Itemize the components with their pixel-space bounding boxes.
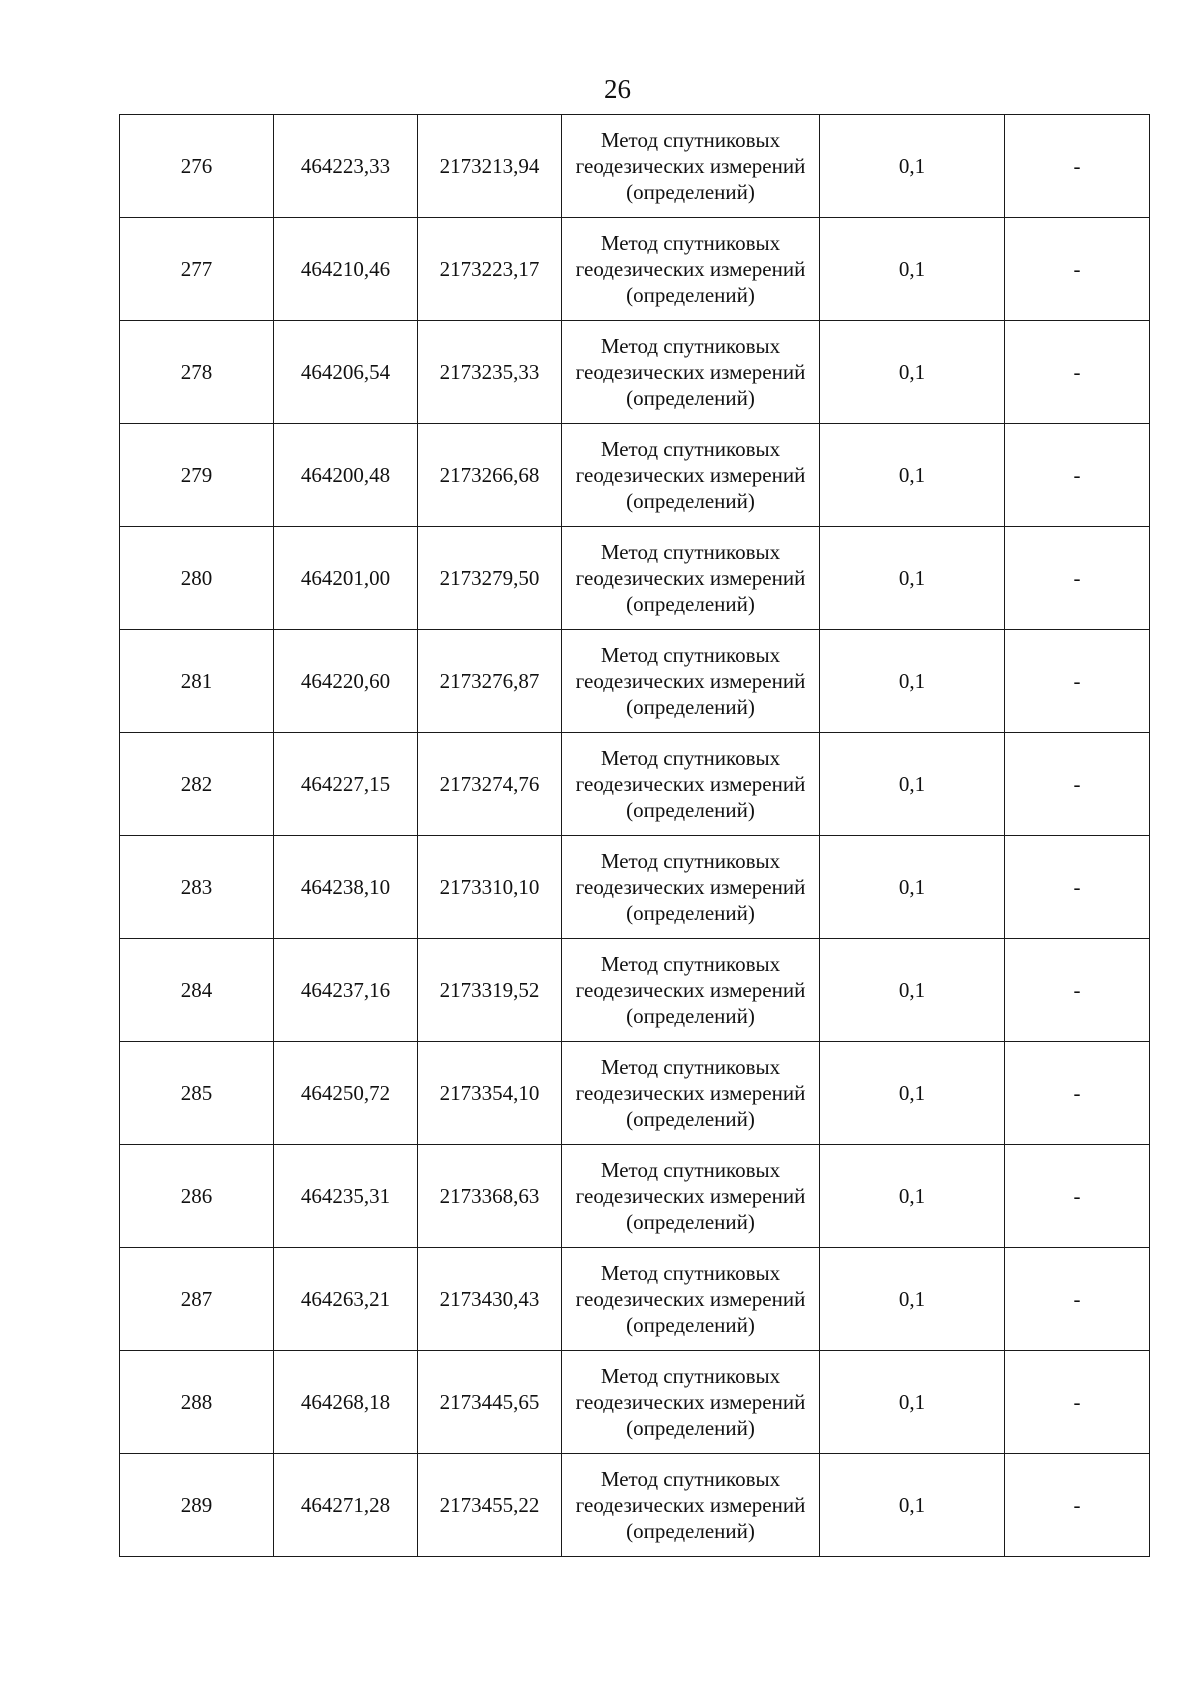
note-cell: -: [1005, 733, 1150, 836]
method-text-line: Метод спутниковых: [600, 540, 781, 564]
method-text-line: Метод спутниковых: [600, 746, 781, 770]
note-cell: -: [1005, 836, 1150, 939]
method-text-line: Метод спутниковых: [600, 231, 781, 255]
coordinates-table-body: [120, 115, 1150, 1557]
note-cell: -: [1005, 527, 1150, 630]
method-text-line: (определений): [626, 901, 755, 925]
point-number-cell: 277: [120, 218, 274, 321]
method-text-line: геодезических измерений: [575, 669, 806, 693]
point-number-cell: 282: [120, 733, 274, 836]
method-text-line: Метод спутниковых: [600, 128, 781, 152]
table-row: [120, 1145, 1150, 1248]
x-coordinate-cell: 464206,54: [274, 321, 418, 424]
method-text-line: Метод спутниковых: [600, 1158, 781, 1182]
method-text-line: геодезических измерений: [575, 1184, 806, 1208]
method-cell: [562, 733, 820, 836]
note-cell: -: [1005, 1248, 1150, 1351]
accuracy-cell: 0,1: [820, 939, 1005, 1042]
table-row: [120, 115, 1150, 218]
note-cell: -: [1005, 630, 1150, 733]
y-coordinate-cell: 2173455,22: [418, 1454, 562, 1557]
table-row: [120, 1042, 1150, 1145]
accuracy-cell: 0,1: [820, 424, 1005, 527]
method-text-line: Метод спутниковых: [600, 334, 781, 358]
y-coordinate-cell: 2173213,94: [418, 115, 562, 218]
note-cell: -: [1005, 424, 1150, 527]
accuracy-cell: 0,1: [820, 1248, 1005, 1351]
y-coordinate-cell: 2173279,50: [418, 527, 562, 630]
table-row: [120, 218, 1150, 321]
accuracy-cell: 0,1: [820, 733, 1005, 836]
accuracy-cell: 0,1: [820, 527, 1005, 630]
method-cell: [562, 1042, 820, 1145]
method-text-line: (определений): [626, 695, 755, 719]
accuracy-cell: 0,1: [820, 115, 1005, 218]
method-text-line: Метод спутниковых: [600, 952, 781, 976]
x-coordinate-cell: 464200,48: [274, 424, 418, 527]
note-cell: -: [1005, 1145, 1150, 1248]
x-coordinate-cell: 464250,72: [274, 1042, 418, 1145]
method-cell: [562, 836, 820, 939]
page-number: 26: [604, 74, 631, 104]
method-text-line: (определений): [626, 1313, 755, 1337]
accuracy-cell: 0,1: [820, 321, 1005, 424]
method-text-line: геодезических измерений: [575, 463, 806, 487]
y-coordinate-cell: 2173319,52: [418, 939, 562, 1042]
point-number-cell: 288: [120, 1351, 274, 1454]
table-row: [120, 733, 1150, 836]
method-text-line: геодезических измерений: [575, 978, 806, 1002]
method-text-line: геодезических измерений: [575, 1081, 806, 1105]
method-text-line: геодезических измерений: [575, 566, 806, 590]
point-number-cell: 279: [120, 424, 274, 527]
method-cell: [562, 1145, 820, 1248]
method-text-line: Метод спутниковых: [600, 643, 781, 667]
point-number-cell: 285: [120, 1042, 274, 1145]
x-coordinate-cell: 464210,46: [274, 218, 418, 321]
method-text-line: Метод спутниковых: [600, 1364, 781, 1388]
method-text-line: геодезических измерений: [575, 360, 806, 384]
point-number-cell: 278: [120, 321, 274, 424]
x-coordinate-cell: 464238,10: [274, 836, 418, 939]
point-number-cell: 284: [120, 939, 274, 1042]
table-row: [120, 424, 1150, 527]
y-coordinate-cell: 2173235,33: [418, 321, 562, 424]
note-cell: -: [1005, 115, 1150, 218]
y-coordinate-cell: 2173430,43: [418, 1248, 562, 1351]
method-text-line: геодезических измерений: [575, 154, 806, 178]
y-coordinate-cell: 2173274,76: [418, 733, 562, 836]
note-cell: -: [1005, 321, 1150, 424]
point-number-cell: 289: [120, 1454, 274, 1557]
x-coordinate-cell: 464220,60: [274, 630, 418, 733]
x-coordinate-cell: 464223,33: [274, 115, 418, 218]
x-coordinate-cell: 464237,16: [274, 939, 418, 1042]
method-text-line: геодезических измерений: [575, 1493, 806, 1517]
accuracy-cell: 0,1: [820, 1145, 1005, 1248]
table-row: [120, 1248, 1150, 1351]
method-text-line: (определений): [626, 180, 755, 204]
method-text-line: (определений): [626, 1519, 755, 1543]
method-text-line: (определений): [626, 798, 755, 822]
method-cell: [562, 1454, 820, 1557]
accuracy-cell: 0,1: [820, 1454, 1005, 1557]
method-cell: [562, 1351, 820, 1454]
method-text-line: Метод спутниковых: [600, 1261, 781, 1285]
method-cell: [562, 321, 820, 424]
accuracy-cell: 0,1: [820, 1351, 1005, 1454]
y-coordinate-cell: 2173223,17: [418, 218, 562, 321]
method-text-line: Метод спутниковых: [600, 437, 781, 461]
method-cell: [562, 527, 820, 630]
note-cell: -: [1005, 218, 1150, 321]
accuracy-cell: 0,1: [820, 1042, 1005, 1145]
x-coordinate-cell: 464201,00: [274, 527, 418, 630]
x-coordinate-cell: 464227,15: [274, 733, 418, 836]
method-text-line: (определений): [626, 1210, 755, 1234]
note-cell: -: [1005, 939, 1150, 1042]
method-text-line: Метод спутниковых: [600, 1055, 781, 1079]
accuracy-cell: 0,1: [820, 630, 1005, 733]
x-coordinate-cell: 464268,18: [274, 1351, 418, 1454]
accuracy-cell: 0,1: [820, 218, 1005, 321]
x-coordinate-cell: 464263,21: [274, 1248, 418, 1351]
method-text-line: Метод спутниковых: [600, 849, 781, 873]
method-text-line: геодезических измерений: [575, 257, 806, 281]
point-number-cell: 283: [120, 836, 274, 939]
coordinates-table: [119, 114, 1150, 1557]
point-number-cell: 280: [120, 527, 274, 630]
x-coordinate-cell: 464235,31: [274, 1145, 418, 1248]
method-text-line: геодезических измерений: [575, 875, 806, 899]
table-row: [120, 1351, 1150, 1454]
method-text-line: геодезических измерений: [575, 772, 806, 796]
method-cell: [562, 424, 820, 527]
note-cell: -: [1005, 1042, 1150, 1145]
method-text-line: (определений): [626, 1416, 755, 1440]
y-coordinate-cell: 2173310,10: [418, 836, 562, 939]
table-row: [120, 527, 1150, 630]
point-number-cell: 286: [120, 1145, 274, 1248]
method-cell: [562, 115, 820, 218]
method-text-line: (определений): [626, 592, 755, 616]
method-text-line: Метод спутниковых: [600, 1467, 781, 1491]
x-coordinate-cell: 464271,28: [274, 1454, 418, 1557]
method-text-line: (определений): [626, 489, 755, 513]
point-number-cell: 287: [120, 1248, 274, 1351]
y-coordinate-cell: 2173276,87: [418, 630, 562, 733]
method-text-line: (определений): [626, 1004, 755, 1028]
method-cell: [562, 218, 820, 321]
accuracy-cell: 0,1: [820, 836, 1005, 939]
table-row: [120, 321, 1150, 424]
method-cell: [562, 1248, 820, 1351]
table-row: [120, 630, 1150, 733]
method-text-line: геодезических измерений: [575, 1287, 806, 1311]
y-coordinate-cell: 2173445,65: [418, 1351, 562, 1454]
point-number-cell: 276: [120, 115, 274, 218]
y-coordinate-cell: 2173368,63: [418, 1145, 562, 1248]
note-cell: -: [1005, 1351, 1150, 1454]
note-cell: -: [1005, 1454, 1150, 1557]
table-row: [120, 939, 1150, 1042]
point-number-cell: 281: [120, 630, 274, 733]
method-cell: [562, 939, 820, 1042]
method-text-line: геодезических измерений: [575, 1390, 806, 1414]
table-row: [120, 836, 1150, 939]
method-cell: [562, 630, 820, 733]
y-coordinate-cell: 2173266,68: [418, 424, 562, 527]
method-text-line: (определений): [626, 283, 755, 307]
method-text-line: (определений): [626, 1107, 755, 1131]
method-text-line: (определений): [626, 386, 755, 410]
y-coordinate-cell: 2173354,10: [418, 1042, 562, 1145]
table-row: [120, 1454, 1150, 1557]
